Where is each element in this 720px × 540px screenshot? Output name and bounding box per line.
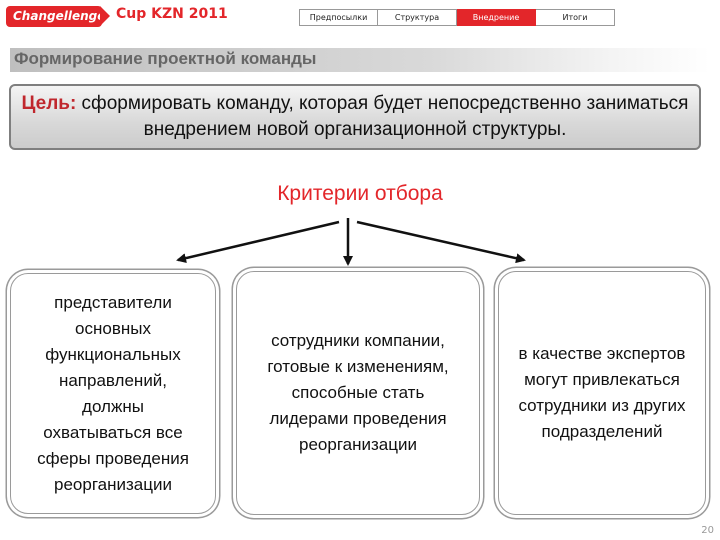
criterion-text-1: представители основных функциональных направлений, должны охватываться все сферы проведения реорганизации [37, 292, 189, 494]
criterion-card-2 [236, 271, 480, 515]
page-number: 20 [701, 525, 714, 536]
event-title: Cup KZN 2011 [116, 6, 228, 22]
tab-results[interactable]: Итоги [536, 9, 615, 26]
tab-implementation[interactable]: Внедрение [457, 9, 536, 26]
criteria-heading: Критерии отбора [277, 182, 443, 205]
slide-title: Формирование проектной команды [14, 49, 317, 68]
goal-label: Цель: [21, 93, 77, 114]
tab-structure[interactable]: Структура [378, 9, 457, 26]
criterion-card-1 [10, 273, 216, 514]
criterion-text-3: в качестве экспертов могут привлекаться сотрудники из других подразделений [518, 344, 686, 441]
arrow-left [178, 222, 339, 260]
criterion-card-3 [498, 271, 706, 515]
tab-preconditions[interactable]: Предпосылки [299, 9, 378, 26]
criterion-text-2: сотрудники компании, готовые к изменениям, способные стать лидерами проведения реорганизации [267, 331, 449, 454]
goal-text: сформировать команду, которая будет непосредственно заниматься внедрением новой организационной структуры. [76, 93, 689, 140]
logo-text: Changellenge [13, 9, 106, 23]
arrow-right [357, 222, 524, 260]
